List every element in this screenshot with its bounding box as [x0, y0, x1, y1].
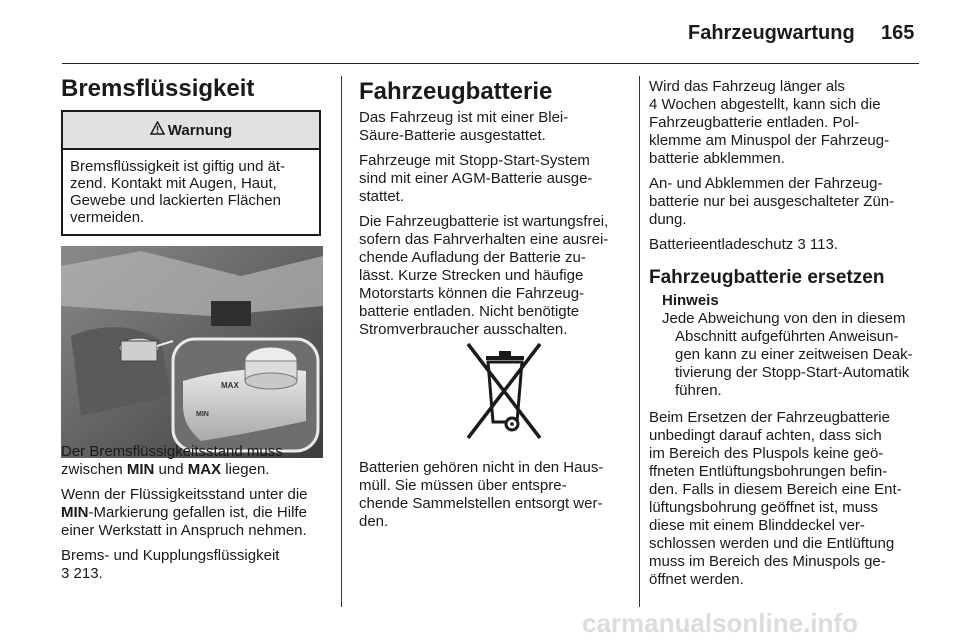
crossed-out-wheelie-bin-icon [464, 340, 544, 442]
page-reference-link[interactable]: Batterieentladeschutz 3 113. [649, 236, 839, 253]
column-divider-2 [639, 76, 640, 607]
watermark: carmanualsonline.info [582, 608, 858, 638]
warning-line: Bremsflüssigkeit ist giftig und ät- [70, 158, 286, 175]
warning-triangle-icon [150, 121, 165, 139]
paragraph-fluid-level: Der Bremsflüssigkeitsstand muss zwischen MIN und MAX liegen. [61, 443, 283, 478]
left-body-text [61, 443, 331, 590]
paragraph-lead-acid: Das Fahrzeug ist mit einer Blei- Säure-Batterie ausgestattet. [359, 109, 569, 144]
paragraph-replacement: Beim Ersetzen der Fahrzeugbatterie unbedingt darauf achten, dass sich im Bereich des Pluspols keine geö- ffneten Entlüftungsbohrungen befin- den. Falls in diesem Bereich eine Ent- lüftungsbohrung geöffnet ist, muss diese mit einem Blinddeckel ver- schlossen werden und die Entlüftung muss im Bereich des Minuspols ge- öffnet werden. [649, 409, 902, 588]
brake-fluid-reservoir-photo [61, 246, 323, 458]
section-heading-brake-fluid: Bremsflüssigkeit [61, 75, 255, 102]
paragraph-fluid-reference: Brems- und Kupplungsflüssigkeit 3 213. [61, 547, 280, 582]
right-column [649, 78, 924, 596]
min-label: MIN [196, 411, 209, 418]
section-heading-battery: Fahrzeugbatterie [359, 78, 553, 105]
warning-box [61, 110, 321, 236]
page-reference-link[interactable]: 3 213. [61, 565, 103, 582]
warning-line: Gewebe und lackierten Flächen [70, 192, 281, 209]
middle-column [359, 78, 631, 346]
warning-line: zend. Kontakt mit Augen, Haut, [70, 175, 277, 192]
paragraph-maintenance-free: Die Fahrzeugbatterie ist wartungsfrei, sofern das Fahrverhalten eine ausrei- chende Aufladung der Batterie zu- lässt. Kurze Strecken und häufige Motorstarts können die Fahrzeug- batterie entladen. Nicht benötigte Stromverbraucher ausschalten. [359, 213, 609, 338]
paragraph-agm: Fahrzeuge mit Stopp-Start-System sind mit einer AGM-Batterie ausge- stattet. [359, 152, 593, 205]
column-divider-1 [341, 76, 342, 607]
paragraph-storage: Wird das Fahrzeug länger als 4 Wochen abgestellt, kann sich die Fahrzeugbatterie entladen. Pol- klemme am Minuspol der Fahrzeug- batterie abklemmen. [649, 78, 890, 167]
max-label: MAX [221, 381, 239, 390]
header-divider [62, 63, 919, 64]
note-title: Hinweis [662, 292, 719, 309]
page-number: 165 [881, 22, 915, 44]
paragraph-disposal: Batterien gehören nicht in den Haus- müll. Sie müssen über entspre- chende Sammelstellen entsorgt wer- den. [359, 459, 604, 530]
warning-line: vermeiden. [70, 209, 145, 226]
paragraph-discharge-protection [649, 236, 924, 254]
note-block: Hinweis Jede Abweichung von den in diesem Abschnitt aufgeführten Anweisun- gen kann zu einer zeitweisen Deak- tivierung der Stopp-Start-Automatik führen. [662, 292, 924, 400]
warning-header [63, 112, 319, 150]
header-title: Fahrzeugwartung [688, 22, 855, 44]
paragraph-ignition: An- und Abklemmen der Fahrzeug- batterie nur bei ausgeschalteter Zün- dung. [649, 175, 895, 228]
warning-text [63, 150, 319, 226]
paragraph-below-min: Wenn der Flüssigkeitsstand unter die MIN-Markierung gefallen ist, die Hilfe einer Werkstatt in Anspruch nehmen. [61, 486, 308, 539]
middle-disposal-text [359, 459, 631, 538]
section-heading-replace-battery: Fahrzeugbatterie ersetzen [649, 267, 885, 288]
warning-title: Warnung [167, 121, 233, 139]
